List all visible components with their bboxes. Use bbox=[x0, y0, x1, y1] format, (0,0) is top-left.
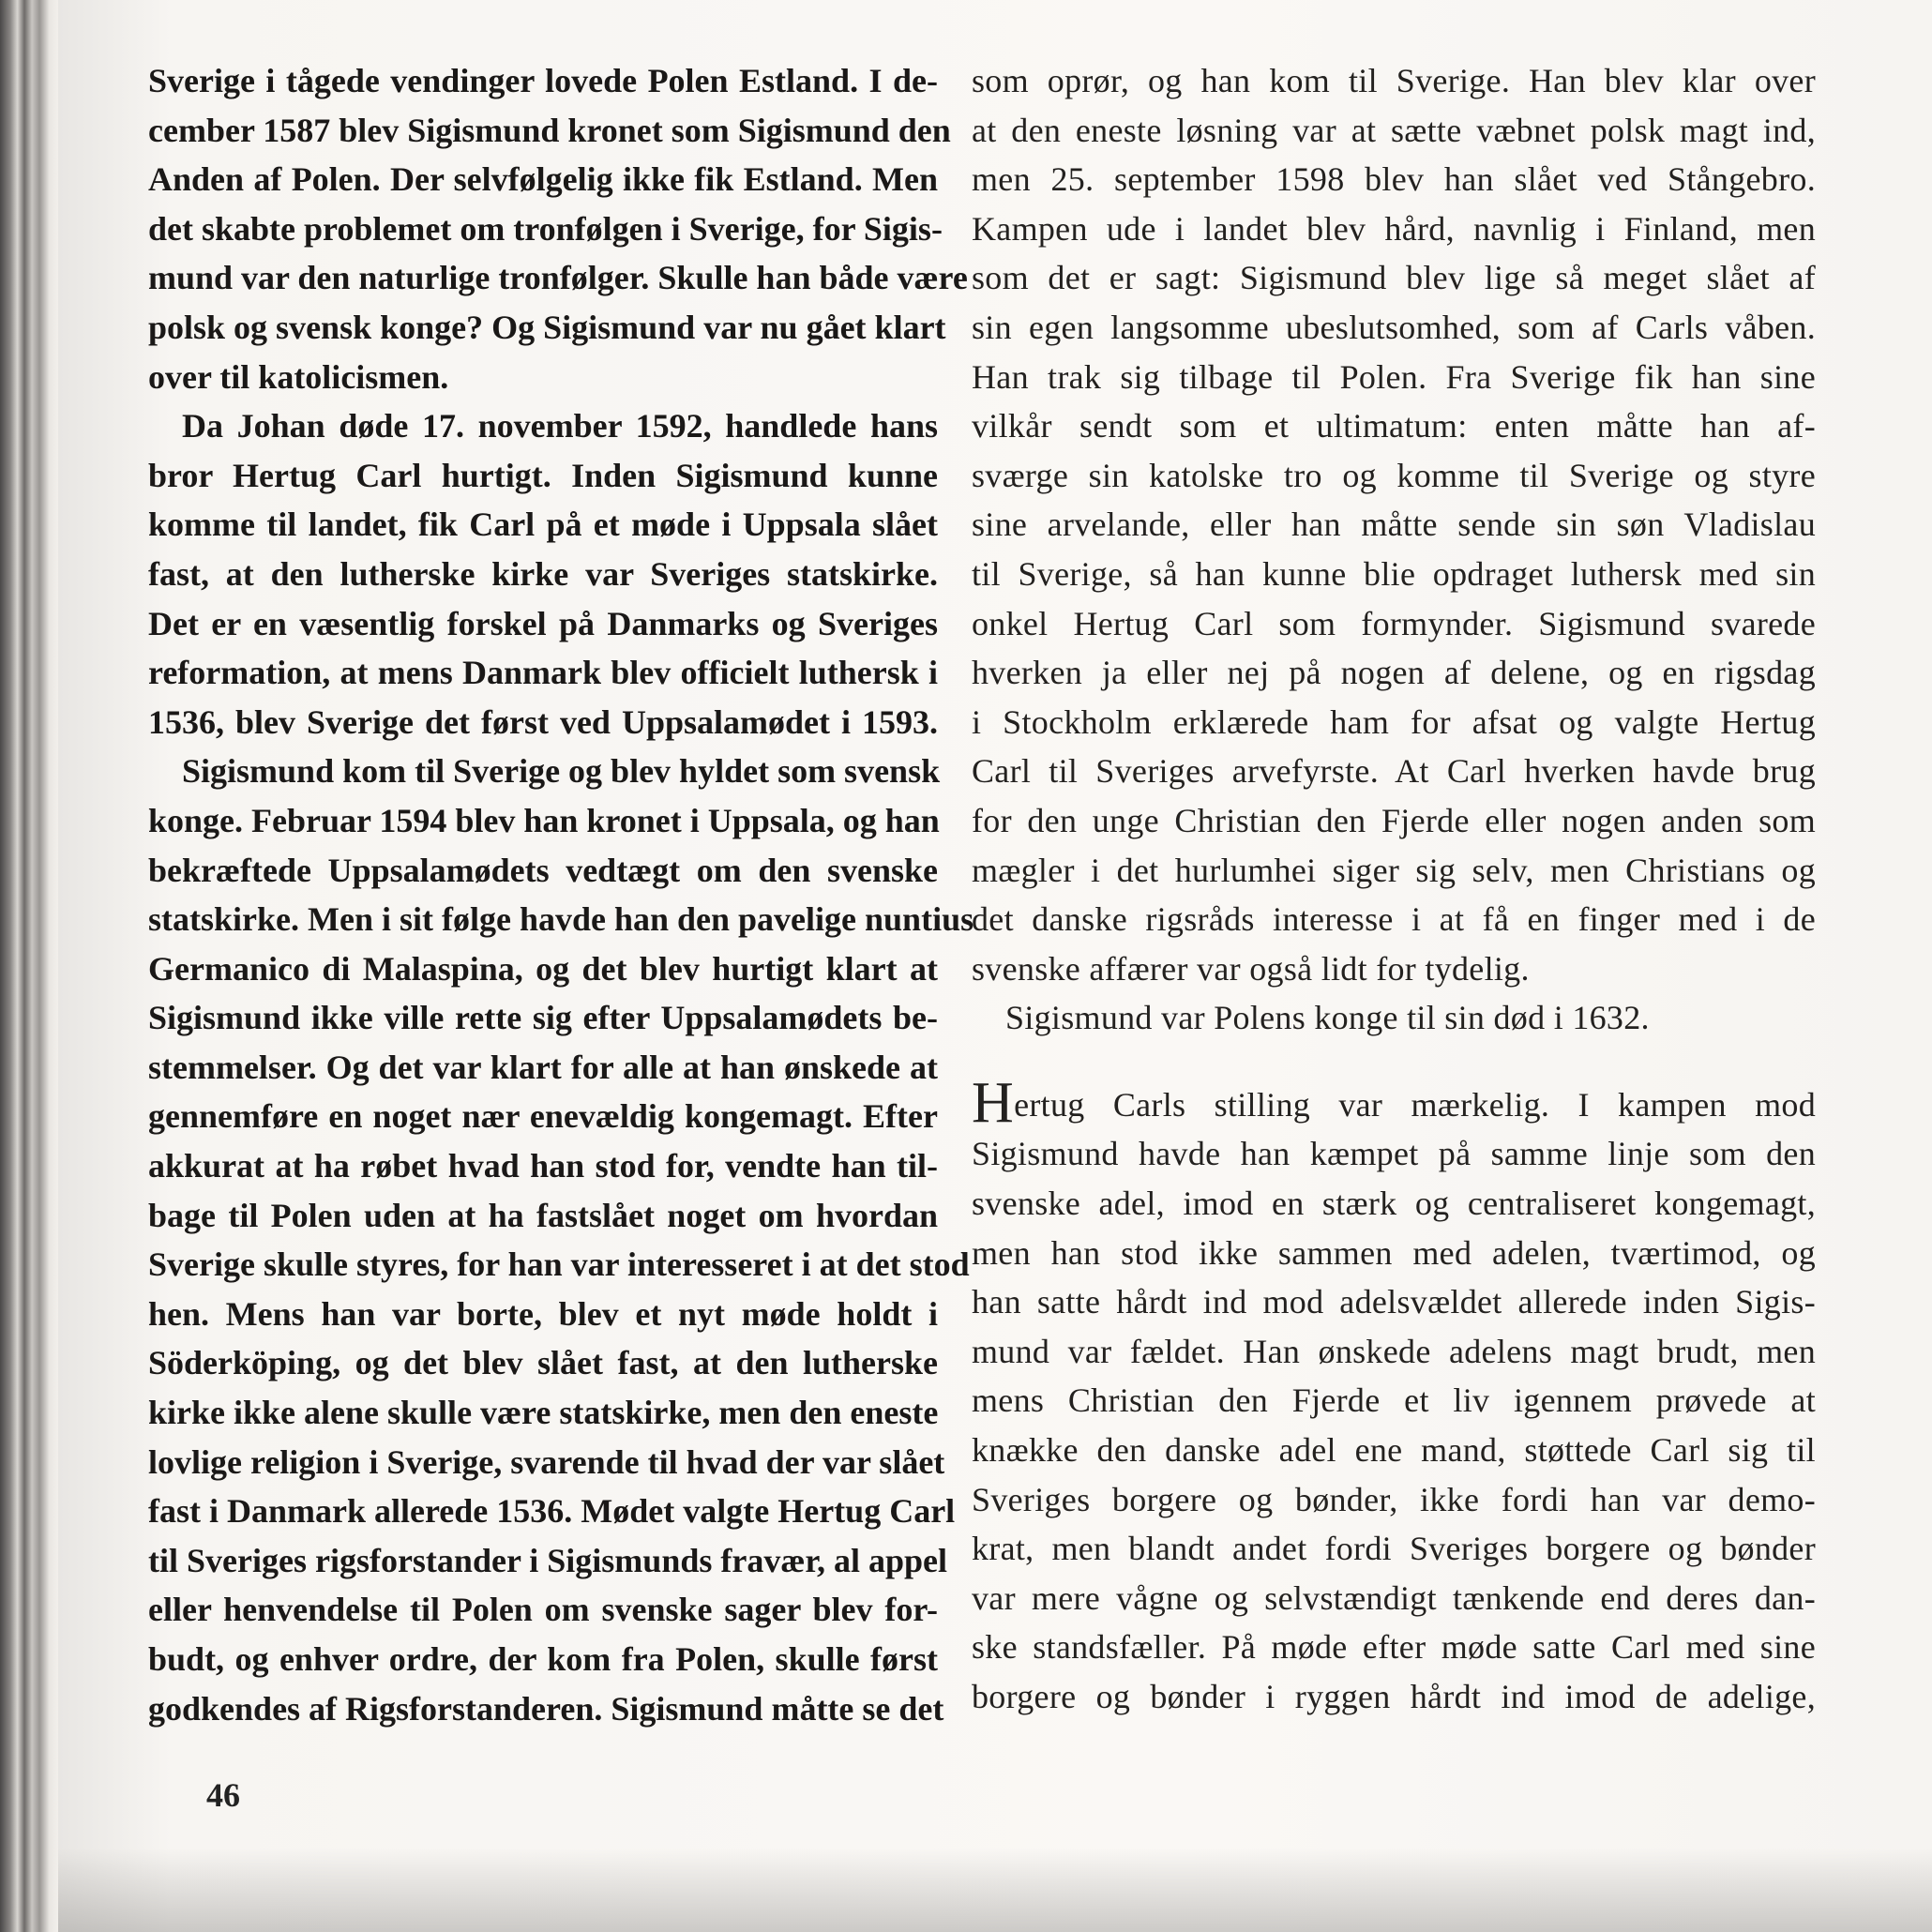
book-spine bbox=[0, 0, 58, 1932]
text-line: sine arvelande, eller han måtte sende sin søn Vladislau bbox=[972, 506, 1816, 544]
text-line: mund var fældet. Han ønskede adelens magt brudt, men bbox=[972, 1332, 1816, 1370]
text-line: det skabte problemet om tronfølgen i Sverige, for Sigis- bbox=[148, 209, 943, 248]
left-text-column bbox=[148, 56, 974, 1733]
text-line: i Stockholm erklærede ham for afsat og valgte Hertug bbox=[972, 702, 1816, 741]
section-gap bbox=[972, 1043, 1816, 1080]
text-line: krat, men blandt andet fordi Sveriges borgere og bønder bbox=[972, 1530, 1816, 1568]
text-line: Sverige i tågede vendinger lovede Polen Estland. I de- bbox=[148, 62, 938, 99]
text-line: Sverige skulle styres, for han var interesseret i at det stod bbox=[148, 1245, 970, 1284]
right-text-column bbox=[972, 56, 1816, 1722]
text-line: Da Johan døde 17. november 1592, handlede hans bbox=[182, 407, 938, 445]
text-line: lovlige religion i Sverige, svarende til hvad der var slået bbox=[148, 1442, 945, 1481]
text-line: cember 1587 blev Sigismund kronet som Sigismund den bbox=[148, 111, 951, 149]
text-line: knække den danske adel ene mand, støttede Carl sig til bbox=[972, 1431, 1816, 1470]
text-line: konge. Februar 1594 blev han kronet i Uppsala, og han bbox=[148, 801, 940, 839]
text-line: svenske affærer var også lidt for tydelig. bbox=[972, 949, 1530, 988]
text-line: som det er sagt: Sigismund blev lige så meget slået af bbox=[972, 259, 1816, 297]
text-line: stemmelser. Og det var klart for alle at han ønskede at bbox=[148, 1048, 938, 1086]
text-line: mægler i det hurlumhei siger sig selv, men Christians og bbox=[972, 851, 1816, 889]
text-line: eller henvendelse til Polen om svenske sager blev for- bbox=[148, 1591, 938, 1629]
text-line: bekræftede Uppsalamødets vedtægt om den svenske bbox=[148, 851, 938, 889]
page-number: 46 bbox=[206, 1776, 240, 1814]
text-line: at den eneste løsning var at sætte væbnet polsk magt ind, bbox=[972, 111, 1816, 149]
page-bottom-shadow bbox=[58, 1848, 1932, 1932]
text-line: Sveriges borgere og bønder, ikke fordi han var demo- bbox=[972, 1480, 1816, 1518]
text-line: reformation, at mens Danmark blev officielt luthersk i bbox=[148, 654, 938, 692]
text-line: sværge sin katolske tro og komme til Sverige og styre bbox=[972, 456, 1816, 494]
drop-cap: H bbox=[972, 1070, 1015, 1135]
text-line: Carl til Sveriges arvefyrste. At Carl hverken havde brug bbox=[972, 752, 1816, 791]
text-line: Sigismund var Polens konge til sin død i 1632. bbox=[1005, 999, 1650, 1037]
text-line: Sigismund havde han kæmpet på samme linje som den bbox=[972, 1135, 1816, 1173]
text-line: det danske rigsråds interesse i at få en finger med i de bbox=[972, 900, 1816, 939]
text-line: 1536, blev Sverige det først ved Uppsalamødet i 1593. bbox=[148, 702, 938, 741]
text-line: til Sverige, så han kunne blie opdraget luthersk med sin bbox=[972, 554, 1816, 593]
text-line: sin egen langsomme ubeslutsomhed, som af Carls våben. bbox=[972, 308, 1816, 346]
text-line: statskirke. Men i sit følge havde han den pavelige nuntius bbox=[148, 900, 974, 939]
text-line: ske standsfæller. På møde efter møde satte Carl med sine bbox=[972, 1628, 1816, 1667]
text-line: Anden af Polen. Der selvfølgelig ikke fik Estland. Men bbox=[148, 160, 938, 199]
text-line: hen. Mens han var borte, blev et nyt møde holdt i bbox=[148, 1294, 938, 1333]
text-line: kirke ikke alene skulle være statskirke, men den eneste bbox=[148, 1394, 939, 1432]
text-line bbox=[972, 1070, 1816, 1135]
text-line: som oprør, og han kom til Sverige. Han blev klar over bbox=[972, 62, 1816, 99]
text-line: Germanico di Malaspina, og det blev hurtigt klart at bbox=[148, 949, 938, 988]
text-line: fast, at den lutherske kirke var Sveriges statskirke. bbox=[148, 554, 938, 593]
text-line: onkel Hertug Carl som formynder. Sigismund svarede bbox=[972, 604, 1816, 642]
text-line: akkurat at ha røbet hvad han stod for, vendte han til- bbox=[148, 1147, 938, 1185]
text-line: han satte hårdt ind mod adelsvældet allerede inden Sigis- bbox=[972, 1283, 1816, 1321]
text-line: til Sveriges rigsforstander i Sigismunds fravær, al appel bbox=[148, 1541, 948, 1579]
text-line: polsk og svensk konge? Og Sigismund var nu gået klart bbox=[148, 308, 946, 346]
text-line: var mere vågne og selvstændigt tænkende end deres dan- bbox=[972, 1578, 1816, 1617]
text-line: fast i Danmark allerede 1536. Mødet valgte Hertug Carl bbox=[148, 1492, 956, 1531]
text-line: Sigismund ikke ville rette sig efter Uppsalamødets be- bbox=[148, 999, 938, 1037]
text-line: Kampen ude i landet blev hård, navnlig i Finland, men bbox=[972, 209, 1816, 248]
text-line: bror Hertug Carl hurtigt. Inden Sigismund kunne bbox=[148, 456, 938, 494]
text-line-rest: ertug Carls stilling var mærkelig. I kampen mod bbox=[1014, 1085, 1816, 1124]
text-line: Det er en væsentlig forskel på Danmarks og Sveriges bbox=[148, 604, 938, 642]
text-line: svenske adel, imod en stærk og centraliseret kongemagt, bbox=[972, 1185, 1816, 1223]
text-line: gennemføre en noget nær enevældig kongemagt. Efter bbox=[148, 1097, 938, 1136]
text-line: men han stod ikke sammen med adelen, tværtimod, og bbox=[972, 1233, 1816, 1272]
text-line: Han trak sig tilbage til Polen. Fra Sverige fik han sine bbox=[972, 357, 1816, 396]
text-line: men 25. september 1598 blev han slået ved Stångebro. bbox=[972, 160, 1816, 199]
text-line: over til katolicismen. bbox=[148, 357, 449, 396]
text-line: vilkår sendt som et ultimatum: enten måtte han af- bbox=[972, 407, 1816, 445]
text-line: komme til landet, fik Carl på et møde i Uppsala slået bbox=[148, 506, 938, 544]
text-line: hverken ja eller nej på nogen af delene, og en rigsdag bbox=[972, 654, 1816, 692]
text-line: godkendes af Rigsforstanderen. Sigismund måtte se det bbox=[148, 1689, 944, 1728]
text-line: Söderköping, og det blev slået fast, at den lutherske bbox=[148, 1344, 938, 1382]
text-line: mund var den naturlige tronfølger. Skulle han både være bbox=[148, 259, 968, 297]
text-line: borgere og bønder i ryggen hårdt ind imod de adelige, bbox=[972, 1678, 1816, 1715]
text-line: mens Christian den Fjerde et liv igennem prøvede at bbox=[972, 1381, 1816, 1420]
text-line: budt, og enhver ordre, der kom fra Polen, skulle først bbox=[148, 1640, 938, 1678]
text-line: Sigismund kom til Sverige og blev hyldet som svensk bbox=[182, 752, 941, 791]
text-line: bage til Polen uden at ha fastslået noget om hvordan bbox=[148, 1196, 938, 1234]
text-line: for den unge Christian den Fjerde eller nogen anden som bbox=[972, 801, 1816, 839]
